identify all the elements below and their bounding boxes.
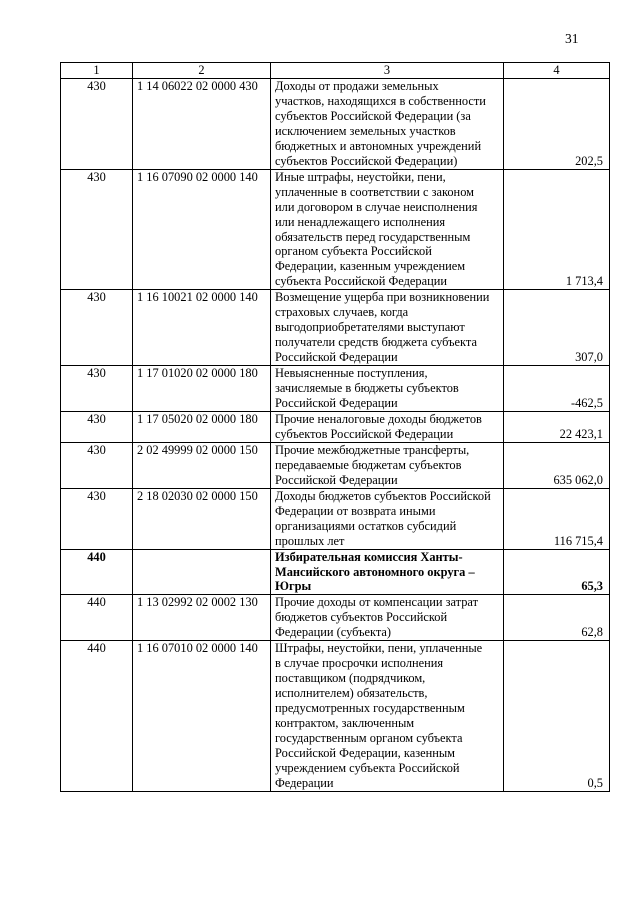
description-line: Федерации [275, 775, 334, 790]
budget-classification-code-cell: 1 17 05020 02 0000 180 [133, 411, 271, 442]
description-line: уплаченные в соответствии с законом [275, 184, 474, 199]
table-row [61, 442, 610, 488]
description-line: Прочие межбюджетные трансферты, [275, 442, 470, 457]
amount-cell: 65,3 [504, 549, 610, 595]
admin-code-cell: 430 [61, 488, 133, 549]
column-header-3: 3 [271, 63, 504, 79]
description-line: передаваемые бюджетам субъектов [275, 457, 462, 472]
description-line: или договором в случае неисполнения [275, 199, 478, 214]
admin-code-cell: 430 [61, 366, 133, 412]
table-row [61, 366, 610, 412]
description-line: Прочие доходы от компенсации затрат [275, 595, 479, 610]
budget-classification-code-cell: 2 02 49999 02 0000 150 [133, 442, 271, 488]
budget-classification-code-cell: 1 17 01020 02 0000 180 [133, 366, 271, 412]
budget-classification-code-cell [133, 549, 271, 595]
description-line: прошлых лет [275, 533, 345, 548]
amount-cell: 635 062,0 [504, 442, 610, 488]
description-line: субъектов Российской Федерации) [275, 153, 458, 168]
admin-code-cell: 440 [61, 549, 133, 595]
table-row [61, 549, 610, 595]
amount-cell: 22 423,1 [504, 411, 610, 442]
table-row [61, 290, 610, 366]
description-line: поставщиком (подрядчиком, [275, 671, 426, 686]
table-row [61, 79, 610, 170]
budget-classification-code-cell: 1 16 10021 02 0000 140 [133, 290, 271, 366]
description-line: Избирательная комиссия Ханты- [275, 549, 463, 564]
revenue-description-cell [271, 595, 504, 641]
amount-cell: -462,5 [504, 366, 610, 412]
admin-code-cell: 430 [61, 169, 133, 290]
budget-classification-code-cell: 1 13 02992 02 0002 130 [133, 595, 271, 641]
description-line: или ненадлежащего исполнения [275, 214, 446, 229]
description-line: Штрафы, неустойки, пени, уплаченные [275, 641, 483, 656]
revenue-table-body [61, 63, 610, 792]
revenue-table [60, 62, 610, 792]
revenue-description-cell [271, 411, 504, 442]
description-line: исполнителем) обязательств, [275, 686, 428, 701]
description-line: Доходы от продажи земельных [275, 79, 439, 93]
budget-classification-code-cell: 2 18 02030 02 0000 150 [133, 488, 271, 549]
amount-cell: 116 715,4 [504, 488, 610, 549]
description-line: субъектов Российской Федерации [275, 426, 454, 441]
table-row [61, 169, 610, 290]
description-line: Российской Федерации [275, 396, 398, 411]
description-line: Невыясненные поступления, [275, 366, 428, 381]
revenue-description-cell [271, 366, 504, 412]
admin-code-cell: 440 [61, 595, 133, 641]
description-line: Федерации от возврата иными [275, 503, 436, 518]
amount-cell: 307,0 [504, 290, 610, 366]
description-line: получатели средств бюджета субъекта [275, 335, 477, 350]
budget-classification-code-cell: 1 14 06022 02 0000 430 [133, 79, 271, 170]
description-line: исключением земельных участков [275, 123, 456, 138]
admin-code-cell: 430 [61, 79, 133, 170]
table-header-row [61, 63, 610, 79]
description-line: выгодоприобретателями выступают [275, 320, 465, 335]
table-row [61, 488, 610, 549]
description-line: бюджетов субъектов Российской [275, 610, 448, 625]
description-line: Доходы бюджетов субъектов Российской [275, 488, 491, 503]
column-header-4: 4 [504, 63, 610, 79]
revenue-description-cell [271, 290, 504, 366]
revenue-description-cell [271, 442, 504, 488]
description-line: Федерации (субъекта) [275, 625, 392, 640]
description-line: Российской Федерации [275, 472, 398, 487]
description-line: субъектов Российской Федерации (за [275, 108, 471, 123]
description-line: Прочие неналоговые доходы бюджетов [275, 411, 482, 426]
amount-cell: 202,5 [504, 79, 610, 170]
description-line: государственным органом субъекта [275, 730, 463, 745]
table-row [61, 641, 610, 792]
amount-cell: 0,5 [504, 641, 610, 792]
admin-code-cell: 430 [61, 442, 133, 488]
description-line: участков, находящихся в собственности [275, 93, 486, 108]
table-row [61, 411, 610, 442]
description-line: предусмотренных государственным [275, 701, 465, 716]
description-line: Федерации, казенным учреждением [275, 259, 466, 274]
description-line: контрактом, заключенным [275, 716, 415, 731]
amount-cell: 62,8 [504, 595, 610, 641]
revenue-description-cell [271, 549, 504, 595]
description-line: организациями остатков субсидий [275, 518, 457, 533]
description-line: органом субъекта Российской [275, 244, 432, 259]
admin-code-cell: 430 [61, 290, 133, 366]
table-row [61, 595, 610, 641]
description-line: Иные штрафы, неустойки, пени, [275, 169, 446, 184]
revenue-description-cell [271, 488, 504, 549]
description-line: Мансийского автономного округа – [275, 564, 475, 579]
description-line: Возмещение ущерба при возникновении [275, 290, 490, 305]
column-header-2: 2 [133, 63, 271, 79]
amount-cell: 1 713,4 [504, 169, 610, 290]
page-number: 31 [565, 31, 579, 46]
description-line: Российской Федерации, казенным [275, 745, 456, 760]
description-line: бюджетных и автономных учреждений [275, 138, 482, 153]
description-line: обязательств перед государственным [275, 229, 471, 244]
description-line: страховых случаев, когда [275, 305, 409, 320]
revenue-description-cell [271, 79, 504, 170]
budget-classification-code-cell: 1 16 07090 02 0000 140 [133, 169, 271, 290]
description-line: в случае просрочки исполнения [275, 656, 444, 671]
revenue-description-cell [271, 641, 504, 792]
budget-classification-code-cell: 1 16 07010 02 0000 140 [133, 641, 271, 792]
description-line: Югры [275, 579, 312, 594]
admin-code-cell: 440 [61, 641, 133, 792]
description-line: Российской Федерации [275, 350, 398, 365]
description-line: субъекта Российской Федерации [275, 274, 447, 289]
admin-code-cell: 430 [61, 411, 133, 442]
revenue-description-cell [271, 169, 504, 290]
description-line: зачисляемые в бюджеты субъектов [275, 381, 459, 396]
description-line: учреждением субъекта Российской [275, 760, 460, 775]
column-header-1: 1 [61, 63, 133, 79]
